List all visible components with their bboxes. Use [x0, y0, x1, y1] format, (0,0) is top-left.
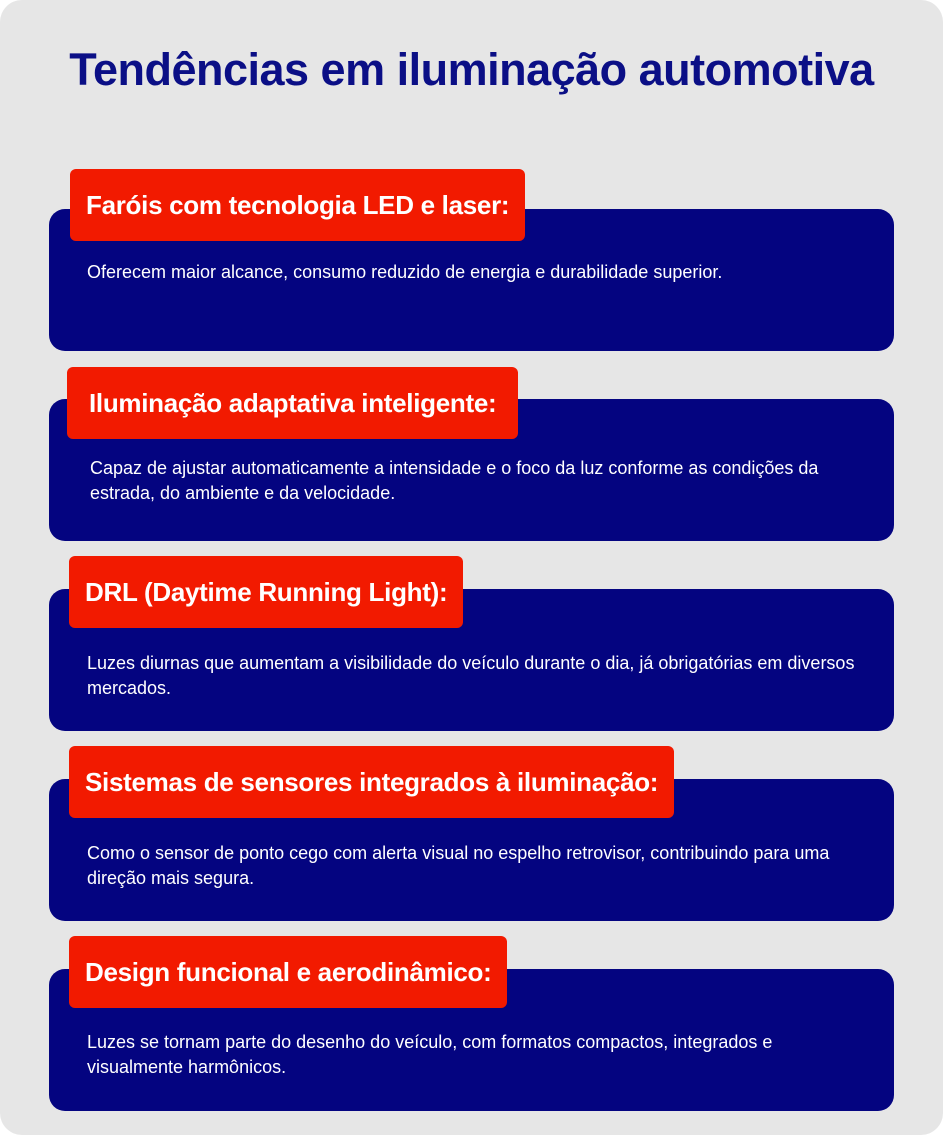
trend-description: Oferecem maior alcance, consumo reduzido de energia e durabilidade superior. — [87, 262, 723, 282]
trend-heading: Sistemas de sensores integrados à iluminação: — [69, 746, 674, 818]
trend-description: Capaz de ajustar automaticamente a intensidade e o foco da luz conforme as condições da estrada, do ambiente e da velocidade. — [90, 458, 819, 503]
trend-heading: Faróis com tecnologia LED e laser: — [70, 169, 525, 241]
page-title: Tendências em iluminação automotiva — [69, 44, 874, 95]
trend-heading: Design funcional e aerodinâmico: — [69, 936, 507, 1008]
trend-heading: DRL (Daytime Running Light): — [69, 556, 463, 628]
trend-description: Como o sensor de ponto cego com alerta visual no espelho retrovisor, contribuindo para uma direção mais segura. — [87, 843, 830, 888]
trend-heading: Iluminação adaptativa inteligente: — [67, 367, 518, 439]
trend-description: Luzes diurnas que aumentam a visibilidade do veículo durante o dia, já obrigatórias em diversos mercados. — [87, 653, 855, 698]
trend-description: Luzes se tornam parte do desenho do veículo, com formatos compactos, integrados e visualmente harmônicos. — [87, 1032, 773, 1077]
